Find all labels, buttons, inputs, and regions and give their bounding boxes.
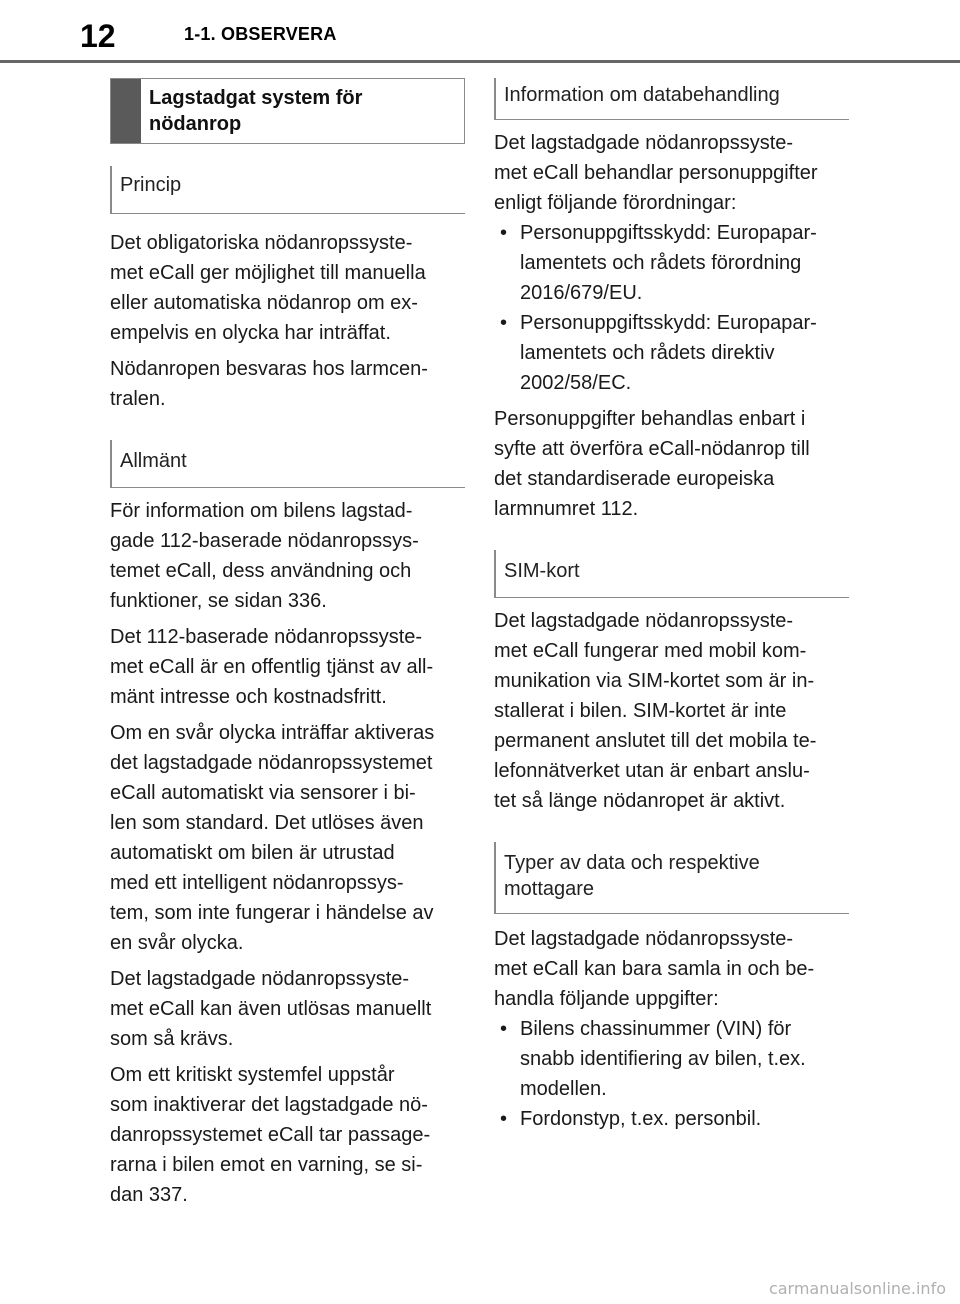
header-divider [0,60,960,63]
paragraph: Det 112-baserade nödanropssyste- met eCall är en offentlig tjänst av all- mänt intresse och kostnadsfritt. [110,626,434,708]
subheading-allmant: Allmänt [110,440,465,488]
bullet-list [494,1014,849,1134]
subheading-princip: Princip [110,166,465,214]
section-title: Lagstadgat system för nödanrop [149,87,363,135]
list-item: • Bilens chassinummer (VIN) för snabb identifiering av bilen, t.ex. modellen. [494,1014,849,1104]
right-column [494,78,849,1134]
bullet-list [494,218,849,398]
subheading-databehandling: Information om databehandling [494,78,849,120]
list-item: • Personuppgiftsskydd: Europapar- lamentets och rådets direktiv 2002/58/EC. [494,308,849,398]
chapter-title: 1-1. OBSERVERA [184,24,337,44]
paragraph: Nödanropen besvaras hos larmcen- tralen. [110,358,428,410]
paragraph: Det lagstadgade nödanropssyste- met eCall fungerar med mobil kom- munikation via SIM-kortet som är in- stallerat i bilen. SIM-kortet är inte permanent anslutet till det mobila te- lefonnätverket utan är enbart anslu- tet så länge nödanropet är aktivt. [494,610,817,812]
section-title-box [110,78,465,144]
watermark: carmanualsonline.info [768,1279,946,1298]
section-marker-bar [111,79,141,143]
page-header [0,0,960,64]
left-column [110,78,465,1210]
page-number: 12 [80,18,116,54]
subheading-typer: Typer av data och respektive mottagare [494,842,849,914]
paragraph: Det lagstadgade nödanropssyste- met eCall kan bara samla in och be- handla följande uppgifter: [494,928,815,1010]
list-item: • Personuppgiftsskydd: Europapar- lamentets och rådets förordning 2016/679/EU. [494,218,849,308]
paragraph: För information om bilens lagstad- gade 112-baserade nödanropssys- temet eCall, dess användning och funktioner, se sidan 336. [110,500,419,612]
list-item: • Fordonstyp, t.ex. personbil. [494,1104,849,1134]
subheading-simkort: SIM-kort [494,550,849,598]
paragraph: Det lagstadgade nödanropssyste- met eCall kan även utlösas manuellt som så krävs. [110,968,432,1050]
paragraph: Det obligatoriska nödanropssyste- met eCall ger möjlighet till manuella eller automatiska nödanrop om ex- empelvis en olycka har inträffat. [110,232,426,344]
paragraph: Om ett kritiskt systemfel uppstår som inaktiverar det lagstadgade nö- danropssystemet eCall tar passage- rarna i bilen emot en varning, se si- dan 337. [110,1064,431,1206]
paragraph: Om en svår olycka inträffar aktiveras det lagstadgade nödanropssystemet eCall automatiskt via sensorer i bi- len som standard. Det utlöses även automatiskt om bilen är utrustad med ett intelligent nödanropssys- tem, som inte fungerar i händelse av en svår olycka. [110,722,435,954]
paragraph: Det lagstadgade nödanropssyste- met eCall behandlar personuppgifter enligt följande förordningar: [494,132,818,214]
paragraph: Personuppgifter behandlas enbart i syfte att överföra eCall-nödanrop till det standardiserade europeiska larmnumret 112. [494,408,810,520]
